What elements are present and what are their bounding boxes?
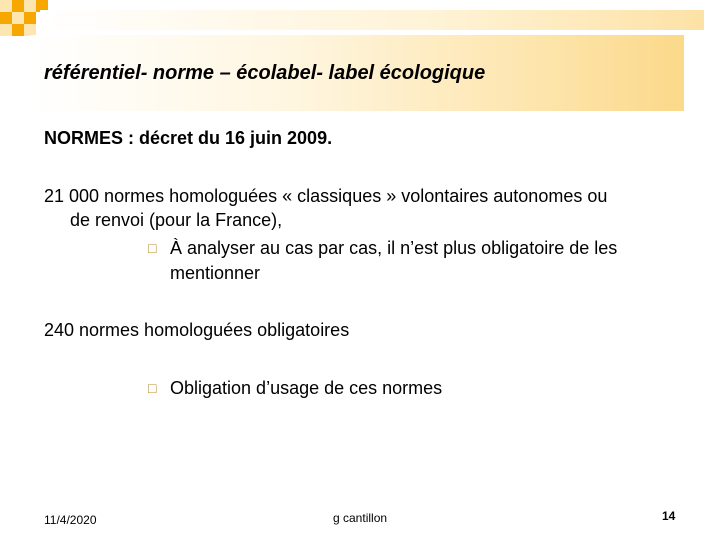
paragraph-2: 240 normes homologuées obligatoires — [44, 320, 350, 340]
sub-bullet-1-line-2: mentionner — [170, 263, 261, 283]
decor-square — [24, 12, 36, 24]
checkbox-bullet-icon: □ — [148, 380, 157, 396]
checkbox-bullet-icon: □ — [148, 240, 157, 256]
decor-square — [0, 12, 12, 24]
header-strip — [40, 10, 704, 30]
page-number: 14 — [662, 509, 676, 523]
decor-square — [24, 0, 36, 12]
decor-square — [0, 24, 12, 36]
paragraph-1-line-2: de renvoi (pour la France), — [70, 210, 283, 230]
decor-square — [12, 24, 24, 36]
footer-date: 11/4/2020 — [44, 513, 97, 527]
slide-heading: NORMES : décret du 16 juin 2009. — [44, 128, 333, 148]
slide-title: référentiel- norme – écolabel- label écologique — [44, 62, 486, 84]
decor-square — [0, 0, 12, 12]
decor-square — [12, 0, 24, 12]
sub-bullet-2: Obligation d’usage de ces normes — [170, 378, 443, 398]
sub-bullet-1-line-1: À analyser au cas par cas, il n’est plus obligatoire de les — [170, 238, 618, 258]
footer-author: g cantillon — [333, 511, 388, 525]
paragraph-1-line-1: 21 000 normes homologuées « classiques » volontaires autonomes ou — [44, 186, 608, 206]
decor-square — [12, 12, 24, 24]
